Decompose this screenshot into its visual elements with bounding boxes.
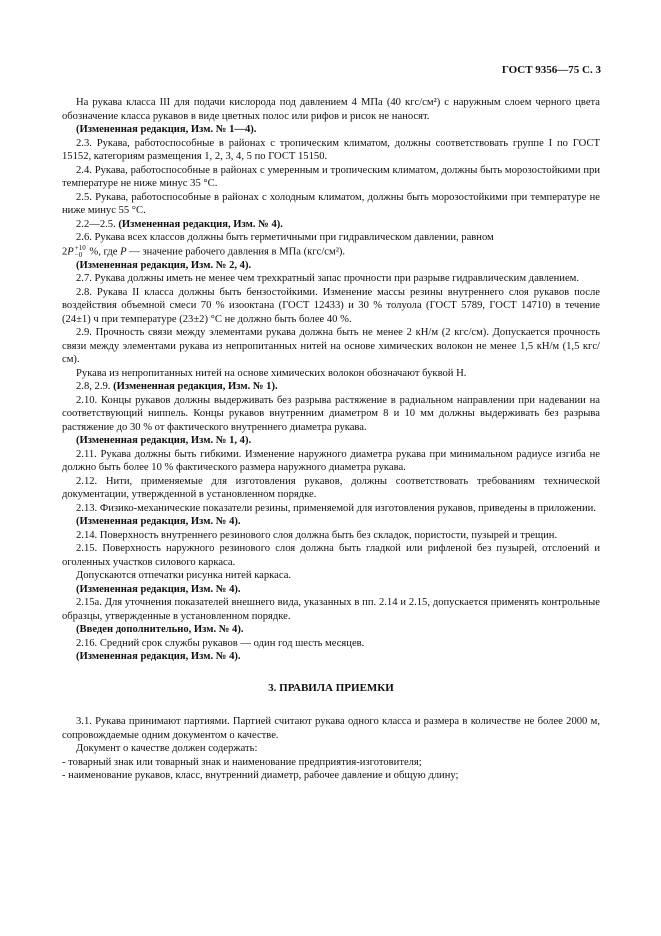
section-3-paragraphs [62,715,600,783]
list-item: - товарный знак или товарный знак и наименование предприятия-изготовителя; [62,756,422,768]
formula-tolerance [75,245,86,259]
paragraph: 2.4. Рукава, работоспособные в районах с умеренным и тропическим климатом, должны быть морозостойкими при температуре не ниже минус 35 °С. [62,164,600,189]
change-note: (Измененная редакция, Изм. № 4). [76,583,241,595]
paragraph: 2.12. Нити, применяемые для изготовления рукавов, должны соответствовать требованиям технической документации, утвержденной в установленном порядке. [62,475,600,500]
document-body [62,96,600,783]
paragraph: Документ о качестве должен содержать: [76,743,258,754]
formula-line [62,245,600,259]
paragraph: 2.9. Прочность связи между элементами рукава должна быть не менее 2 кН/м (2 кгс/см). Допускается прочность связи между элементами рукава из непропитанных нитей на основе химических волокон не менее 1,5 кН/м (1,5 кгс/см). [62,327,600,365]
change-note: (Введен дополнительно, Изм. № 4). [76,624,244,635]
note-clauses: 2.8, 2.9. [76,381,114,392]
paragraph: 2.7. Рукава должны иметь не менее чем трехкратный запас прочности при разрыве гидравлическим давлением. [76,273,580,284]
change-note: (Измененная редакция, Изм. № 4). [76,651,241,662]
page-header: ГОСТ 9356—75 С. 3 [501,64,601,76]
paragraph: 2.11. Рукава должны быть гибкими. Изменение наружного диаметра рукава при минимальном радиусе изгиба не должно быть более 10 % фактического размера наружного диаметра рукава. [62,448,600,473]
paragraph: Допускаются отпечатки рисунка нитей каркаса. [76,570,292,581]
note-text: (Измененная редакция, Изм. № 1). [113,381,278,392]
formula-text: %, где [86,245,121,257]
paragraph: Рукава из непропитанных нитей на основе химических волокон обозначают буквой Н. [76,367,467,379]
paragraph: 2.15а. Для уточнения показателей внешнего вида, указанных в пп. 2.14 и 2.15, допускается применять контрольные образцы, утвержденные в установленном порядке. [62,597,600,622]
paragraph: 2.13. Физико-механические показатели резины, применяемой для изготовления рукавов, приведены в приложении. [76,502,596,514]
formula-coef: 2 [62,245,68,257]
change-note: (Измененная редакция, Изм. № 4). [76,516,241,527]
paragraph: На рукава класса III для подачи кислорода под давлением 4 МПа (40 кгс/см²) с наружным слоем черного цвета обозначение класса рукавов в виде цветных полос или рифов и рисок не наносят. [62,97,600,122]
note-text: (Измененная редакция, Изм. № 4). [118,218,283,230]
paragraph: 2.14. Поверхность внутреннего резинового слоя должна быть без складок, пористости, пузырей и трещин. [76,529,558,541]
section-title: 3. ПРАВИЛА ПРИЕМКИ [268,681,394,694]
paragraph: 2.3. Рукава, работоспособные в районах с тропическим климатом, должны соответствовать группе I по ГОСТ 15152, категориям размещения 1, 2, 3, 4, 5 по ГОСТ 15150. [62,137,600,162]
paragraph: 3.1. Рукава принимают партиями. Партией считают рукава одного класса и размера в количестве не более 2000 м, сопровождаемые одним документом о качестве. [62,716,600,741]
formula-text: — значение рабочего давления в МПа (кгс/см²). [126,245,346,257]
formula-var: P [67,245,74,257]
paragraph: 2.15. Поверхность наружного резинового слоя должна быть гладкой или рифленой без пузырей, отслоений и оголенных участков силового каркаса. [62,543,600,568]
change-note [62,380,600,394]
paragraph: 2.5. Рукава, работоспособные в районах с холодным климатом, должны быть морозостойкими при температуре не ниже минус 55 °С. [62,191,600,216]
list-item: - наименование рукавов, класс, внутренний диаметр, рабочее давление и общую длину; [62,770,459,781]
paragraph: 2.10. Концы рукавов должны выдерживать без разрыва растяжение в радиальном направлении при надевании на соответствующий ниппель. Концы рукавов внутренним диаметром 8 и 10 мм должны выдерживать без разрыва растяжение до 30 % от фактического внутреннего диаметра рукава. [62,394,600,433]
change-note: (Измененная редакция, Изм. № 2, 4). [76,259,252,271]
change-note: (Измененная редакция, Изм. № 1—4). [76,124,257,135]
paragraph: 2.16. Средний срок службы рукавов — один год шесть месяцев. [76,637,365,649]
note-clauses: 2.2—2.5. [76,218,119,230]
paragraph: 2.8. Рукава II класса должны быть бензостойкими. Изменение массы резины внутреннего слоя рукавов после воздействия объемной смеси 70 % изооктана (ГОСТ 12433) и 30 % толуола (ГОСТ 5789, ГОСТ 14710) в течение (24±1) ч при температуре (23±2) °С не должно быть более 40 %. [62,286,600,325]
change-note: (Измененная редакция, Изм. № 1, 4). [76,435,252,446]
tolerance-lower: −0 [74,250,83,259]
paragraph: 2.6. Рукава всех классов должны быть герметичными при гидравлическом давлении, равном [76,232,494,243]
section-2-paragraphs [62,96,600,664]
tolerance-upper: +10 [74,243,86,252]
change-note [62,218,600,232]
formula-var: P [120,245,127,257]
